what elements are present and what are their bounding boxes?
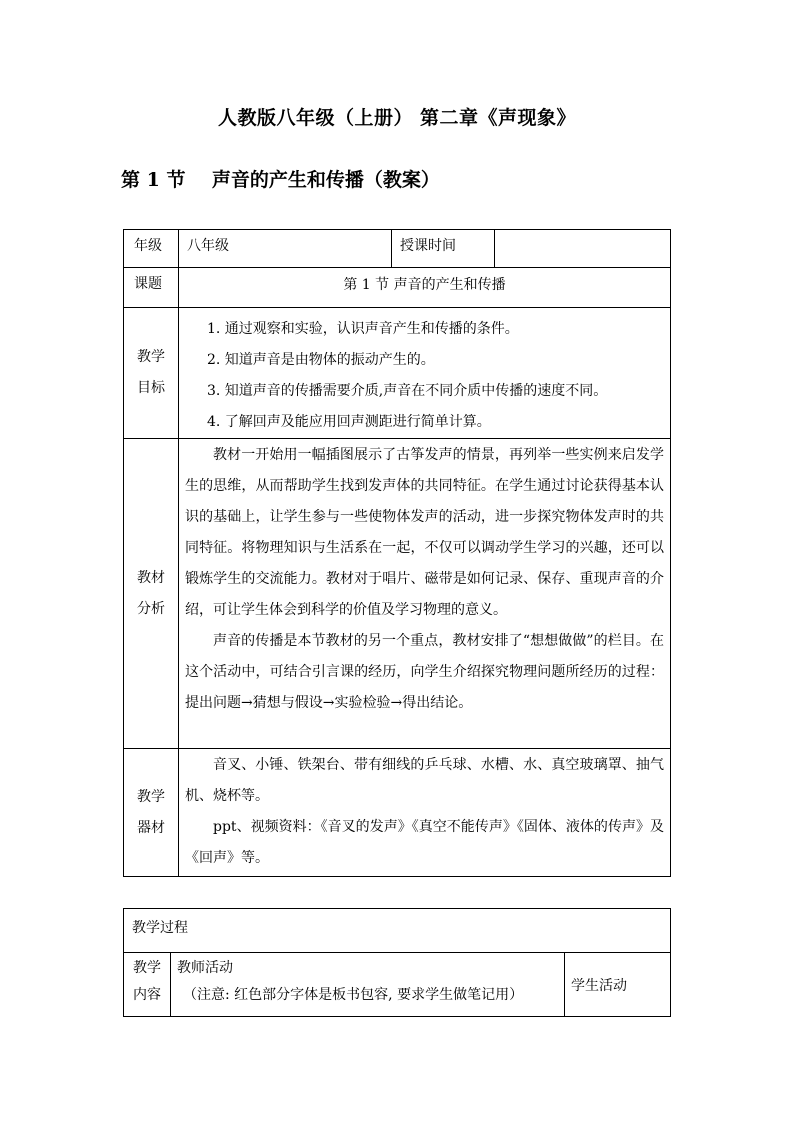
analysis-paragraph: 声音的传播是本节教材的另一个重点，教材安排了“想想做做”的栏目。在这个活动中，可结合引言课的经历，向学生介绍探究物理问题所经历的过程：提出问题→猜想与假设→实验检验→得出结论。 xyxy=(185,633,664,711)
content-label xyxy=(124,953,171,1017)
lesson-info-table xyxy=(123,229,671,877)
goals-label xyxy=(124,308,179,439)
time-label: 授课时间 xyxy=(392,230,495,268)
equipment-paragraph: ppt、视频资料：《音叉的发声》《真空不能传声》《固体、液体的传声》及《回声》等。 xyxy=(185,819,664,866)
analysis-paragraph: 教材一开始用一幅插图展示了古筝发声的情景，再列举一些实例来启发学生的思维，从而帮助学生找到发声体的共同特征。在学生通过讨论获得基本认识的基础上，让学生参与一些使物体发声的活动，进一步探究物体发声时的共同特征。将物理知识与生活系在一起，不仅可以调动学生学习的兴趣，还可以锻炼学生的交流能力。教材对于唱片、磁带是如何记录、保存、重现声音的介绍，可让学生体会到科学的价值及学习物理的意义。 xyxy=(185,447,664,618)
section-heading: 第 1 节 声音的产生和传播（教案） xyxy=(121,169,440,191)
process-heading: 教学过程 xyxy=(124,909,671,953)
time-value xyxy=(495,230,671,268)
equipment-label-line-2: 器材 xyxy=(137,819,165,836)
topic-label: 课题 xyxy=(124,268,179,308)
analysis-label-line-2: 分析 xyxy=(137,600,165,617)
analysis-label xyxy=(124,439,179,749)
goals-label-line-2: 目标 xyxy=(137,380,165,396)
equipment-label-line-1: 教学 xyxy=(137,788,165,805)
goal-item: 4. 了解回声及能应用回声测距进行简单计算。 xyxy=(207,414,491,430)
analysis-content xyxy=(179,439,671,749)
equipment-paragraph: 音叉、小锤、铁架台、带有细线的乒乓球、水槽、水、真空玻璃罩、抽气机、烧杯等。 xyxy=(185,757,664,804)
teacher-activity-label: 教师活动 xyxy=(177,960,233,976)
goal-item: 3. 知道声音的传播需要介质,声音在不同介质中传播的速度不同。 xyxy=(207,383,608,399)
topic-value: 第 1 节 声音的产生和传播 xyxy=(179,268,671,308)
equipment-label xyxy=(124,749,179,877)
equipment-content xyxy=(179,749,671,877)
goal-item: 1. 通过观察和实验，认识声音产生和传播的条件。 xyxy=(207,321,519,337)
grade-label: 年级 xyxy=(124,230,179,268)
content-label-line-2: 内容 xyxy=(133,987,161,1003)
grade-value: 八年级 xyxy=(179,230,392,268)
teacher-activity-header xyxy=(171,953,565,1017)
teacher-activity-note: （注意: 红色部分字体是板书包容, 要求学生做笔记用） xyxy=(183,987,524,1003)
document-title: 人教版八年级（上册） 第二章《声现象》 xyxy=(217,107,577,129)
goals-list xyxy=(179,308,671,439)
teaching-process-table xyxy=(123,908,671,1017)
goals-label-line-1: 教学 xyxy=(137,349,165,365)
student-activity-label: 学生活动 xyxy=(565,953,671,1017)
content-label-line-1: 教学 xyxy=(133,960,161,976)
goal-item: 2. 知道声音是由物体的振动产生的。 xyxy=(207,352,435,368)
analysis-label-line-1: 教材 xyxy=(137,569,165,586)
